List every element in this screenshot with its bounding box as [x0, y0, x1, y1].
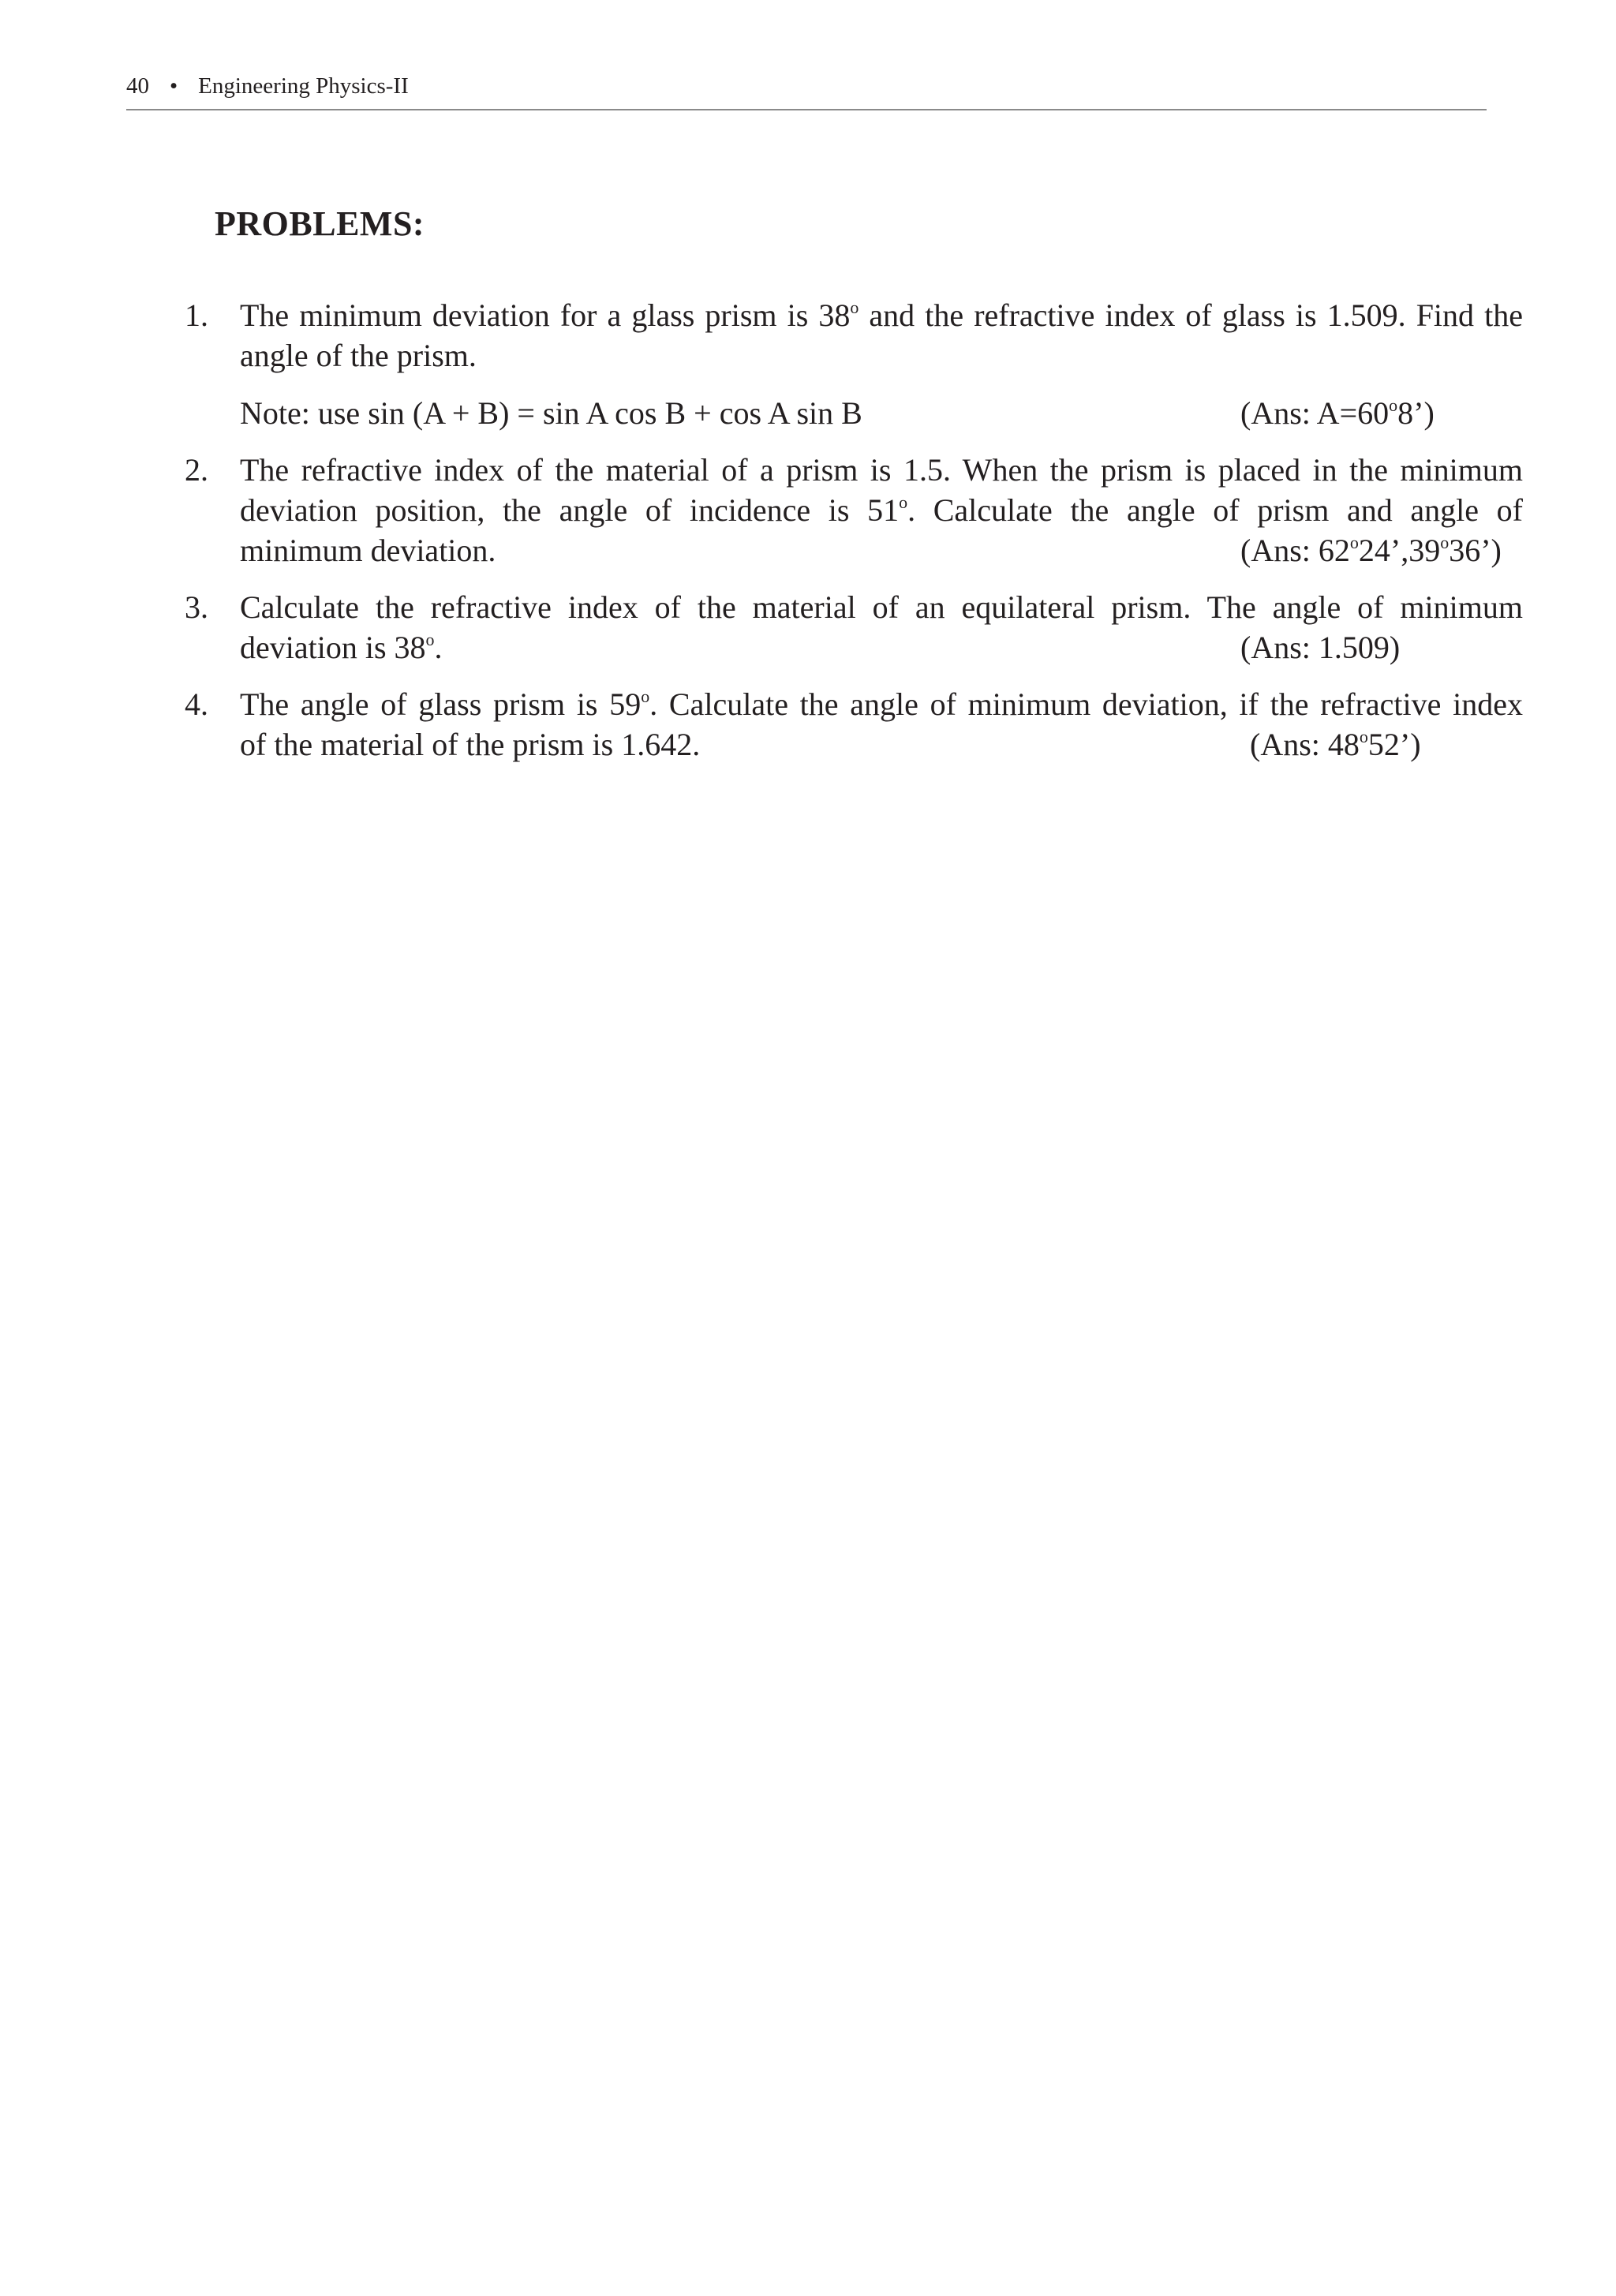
- header-bullet: •: [170, 73, 178, 99]
- problem-number: 2.: [185, 452, 208, 488]
- book-title: Engineering Physics-II: [198, 73, 409, 99]
- problem-text: Calculate the refractive index of the material of an equilateral prism. The angle of minimum: [240, 589, 1523, 625]
- problem-number: 1.: [185, 297, 208, 333]
- problem-number: 4.: [185, 686, 208, 722]
- problem-text: The minimum deviation for a glass prism is 38$^o$ and the refractive index of glass is 1.509. Find the angle of the prism.: [240, 297, 1523, 373]
- problem-last-line: of the material of the prism is 1.642. (Ans: 48$^o$52’): [240, 724, 1523, 765]
- running-head: [126, 73, 1487, 110]
- problem-text: The angle of glass prism is 59$^o$. Calculate the angle of minimum deviation, if the refractive index: [240, 686, 1523, 722]
- problem-last-line: deviation is 38$^o$. (Ans: 1.509): [240, 627, 1523, 667]
- answer: (Ans: 48$^o$52’): [1250, 727, 1421, 762]
- answer: (Ans: 62$^o$24’,39$^o$36’): [1240, 533, 1502, 568]
- section-title: PROBLEMS:: [215, 204, 425, 243]
- page-number: 40: [126, 73, 149, 99]
- problem-2: [185, 450, 1523, 570]
- problem-3: [185, 587, 1523, 667]
- note-text: Note: use sin (A + B) = sin A cos B + cos A sin B: [240, 395, 862, 431]
- problem-text: The refractive index of the material of a prism is 1.5. When the prism is placed in the minimum deviation position, the angle of incidence is 51$^o$. Calculate the angle of prism and angle of: [240, 452, 1524, 528]
- problem-last-line: minimum deviation. (Ans: 62$^o$24’,39$^o$36’): [240, 530, 1523, 570]
- answer: (Ans: $A=60^o8$’): [1240, 395, 1435, 431]
- problem-number: 3.: [185, 589, 208, 625]
- problem-note: [240, 393, 1523, 433]
- problem-1: [185, 295, 1523, 433]
- answer: (Ans: 1.509): [1240, 630, 1401, 665]
- problem-4: [185, 684, 1523, 765]
